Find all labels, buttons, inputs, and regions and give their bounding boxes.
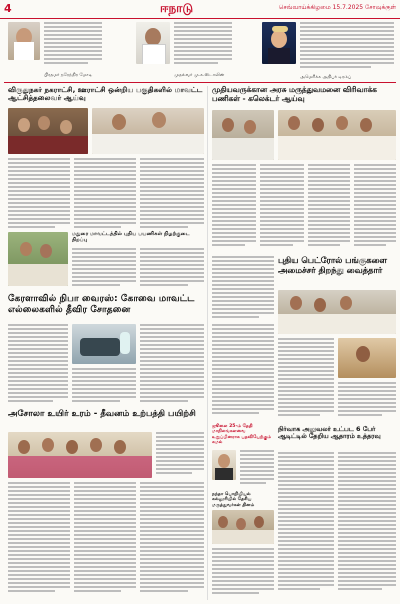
story5-headline: அசோலா உயிர் உரம் - தீவனம் உற்பத்தி பயிற்சி — [8, 409, 196, 419]
story7-text — [240, 450, 274, 486]
top-photo-1-caption: பிரதமர் நரேந்திர மோடி — [44, 73, 93, 78]
story1-photo — [8, 108, 88, 154]
story2-headline: முதியவருக்கான அரசு மருத்துவமனை விரிவாக்க பணிகள் - கலெக்டர் ஆய்வு — [212, 85, 377, 103]
story6-headline: நிர்வாக அலுவலர் உட்பட 6 பேர் ஆடிட்டில் தேறிய ஆதாரம் உத்தரவு — [278, 425, 381, 441]
story2-text-d — [354, 164, 396, 252]
story1-text-a — [8, 158, 70, 228]
story3-headline: கேரளாவில் நிபா வைரஸ்: கோவை மாவட்ட எல்லைகளில் தீவிர சோதனை — [8, 293, 195, 315]
story4-text-c — [338, 382, 396, 420]
story9-photo — [8, 232, 68, 286]
masthead: ஈநாடு — [160, 1, 194, 15]
story8-photo — [212, 510, 274, 544]
story8-headline: நந்தா பொறியியல் கல்லூரியில் தேசிய மருத்துவர்கள் தினம் — [212, 492, 255, 508]
story5-photo — [8, 432, 152, 478]
story2-text-a — [212, 164, 256, 252]
story6-text-a — [278, 452, 334, 598]
story2-text-b — [260, 164, 304, 252]
story1-photo-2 — [92, 108, 204, 154]
top-right-text — [300, 22, 394, 72]
story9-headline: மதுரை மாவட்டத்தில் புதிய பயணிகள் நிழற்குடை திறப்பு — [72, 231, 190, 243]
story9-text-a — [72, 248, 136, 288]
story3-photo — [72, 324, 136, 364]
story6-text-b — [338, 452, 396, 598]
story4-text-b — [278, 338, 334, 420]
story5-text-c — [140, 482, 204, 598]
story7-photo — [212, 450, 236, 480]
stalin-photo — [136, 22, 170, 64]
top-photo-3-caption: அமெரிக்க அதிபர் டிரம்ப் — [300, 75, 352, 80]
top-left-text — [44, 22, 102, 70]
dateline: செவ்வாய்க்கிழமை 15.7.2025 சோவுக்குள் — [278, 4, 396, 11]
story5-text-a — [8, 482, 70, 598]
top-mid-text — [174, 22, 232, 70]
story2-photo-2 — [278, 110, 396, 160]
story4-text-a — [212, 324, 274, 420]
story5-text-b — [74, 482, 136, 598]
story4-photo-2 — [338, 338, 396, 378]
story3-text-c — [140, 324, 204, 406]
story2-text-c — [308, 164, 350, 252]
top-photo-2-caption: முதல்வர் மு.க.ஸ்டாலின் — [174, 73, 225, 78]
story3-text-b — [72, 368, 136, 406]
story1-text-b — [74, 158, 136, 228]
modi-photo — [8, 22, 40, 60]
story8-text — [212, 548, 274, 598]
story2-photo — [212, 110, 274, 160]
trump-photo — [262, 22, 296, 64]
story9-text-b — [140, 248, 204, 288]
story4-photo — [278, 290, 396, 334]
page-header — [0, 0, 400, 19]
top-divider — [4, 82, 396, 83]
story7-headline: ஜூலை 25-ம் தேதி மாநிலங்களவை உறுப்பினராக பதவியேற்கும் கமல் — [212, 424, 272, 445]
page-number: 4 — [4, 2, 12, 15]
story4-side-text — [212, 256, 274, 320]
story3-text-a — [8, 324, 68, 406]
story5-text-side — [156, 432, 204, 478]
story1-headline: விருதுநகர் நகராட்சி, ஊராட்சி ஒன்றிய பகுதிகளில் மாவட்ட ஆட்சித்தலைவர் ஆய்வு — [8, 85, 203, 103]
story4-headline: புதிய பெட்ரோல் பங்குகளை அமைச்சர் திறந்து வைத்தார் — [278, 255, 387, 275]
column-divider — [207, 86, 208, 600]
story1-text-c — [140, 158, 204, 228]
